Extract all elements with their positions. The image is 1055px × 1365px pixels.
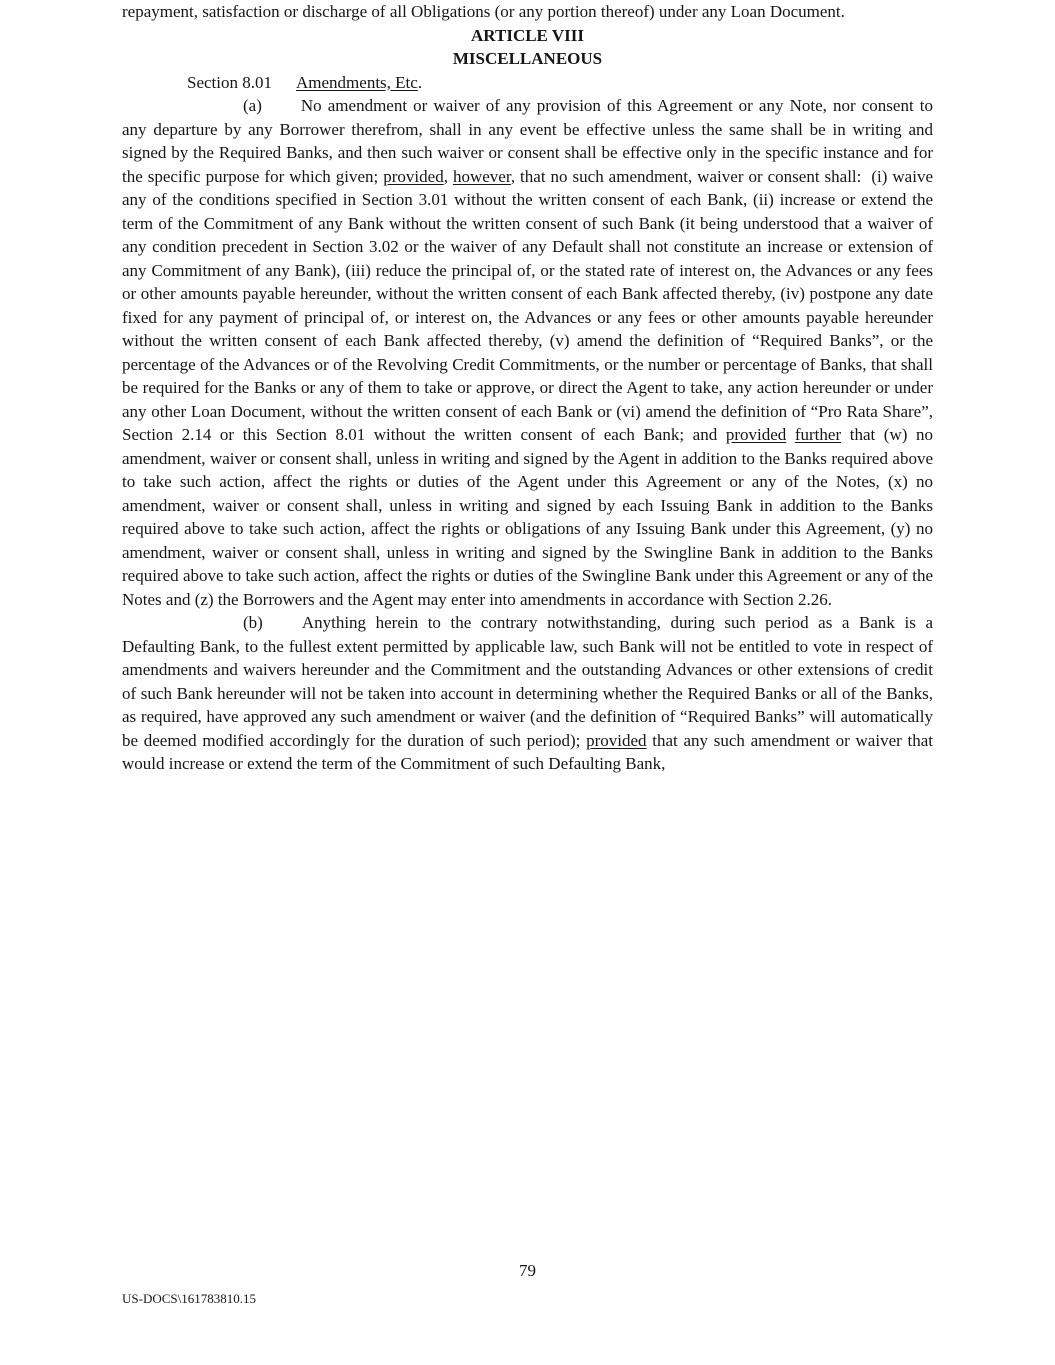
continued-paragraph: repayment, satisfaction or discharge of all Obligations (or any portion thereof) under any Loan Document. <box>122 2 845 21</box>
text-run: (b) <box>243 613 263 632</box>
text-run: No amendment or waiver of any provision of this Agreement or any Note, nor consent to any departure by any Borrower therefrom, shall in any event be effective unless the same shall be in writing and signed by the Required Banks, and then such waiver or consent shall be effective only in the specific instance and for the specific purpose for which given; <box>122 96 933 186</box>
paragraph-a <box>122 94 933 611</box>
paragraph-b <box>122 611 933 776</box>
text-run <box>786 425 795 444</box>
section-title: Amendments, Etc <box>296 72 418 92</box>
text-run: however <box>452 166 511 186</box>
text-run: (a) <box>243 96 262 115</box>
article-heading: ARTICLE VIII <box>471 25 584 45</box>
text-run: , that no such amendment, waiver or consent shall: (i) waive any of the conditions specified in Section 3.01 without the written consent of each Bank, (ii) increase or extend the term of the Commitment of any Bank without the written consent of such Bank (it being understood that a waiver of any condition precedent in Section 3.02 or the waiver of any Default shall not constitute an increase or extension of any Commitment of any Bank), (iii) reduce the principal of, or the stated rate of interest on, the Advances or any fees or other amounts payable hereunder, without the written consent of each Bank affected thereby, (iv) postpone any date fixed for any payment of principal of, or interest on, the Advances or any fees or other amounts payable hereunder without the written consent of each Bank affected thereby, (v) amend the definition of “Required Banks”, or the percentage of the Advances or of the Revolving Credit Commitments, or the number or percentage of Banks, that shall be required for the Banks or any of them to take or approve, or direct the Agent to take, any action hereunder or under any other Loan Document, without the written consent of each Bank or (vi) amend the definition of “Pro Rata Share”, Section 2.14 or this Section 8.01 without the written consent of each Bank; and <box>122 166 933 444</box>
text-run: provided <box>383 166 444 186</box>
section-heading <box>122 71 933 95</box>
text-run: that any such amendment or waiver that would increase or extend the term of the Commitment of such Defaulting Bank, <box>122 730 933 773</box>
text-run: provided <box>586 730 647 750</box>
footer-doc-id: US-DOCS\161783810.15 <box>122 1291 256 1306</box>
text-run: further <box>794 425 842 444</box>
page-number: 79 <box>519 1261 536 1280</box>
text-run: Anything herein to the contrary notwithstanding, during such period as a Bank is a Defaulting Bank, to the fullest extent permitted by applicable law, such Bank will not be entitled to vote in respect of amendments and waivers hereunder and the Commitment and the outstanding Advances or other extensions of credit of such Bank hereunder will not be taken into account in determining whether the Required Banks or all of the Banks, as required, have approved any such amendment or waiver (and the definition of “Required Banks” will automatically be deemed modified accordingly for the duration of such period); <box>122 613 933 750</box>
section-title-period: . <box>417 72 423 92</box>
article-subheading: MISCELLANEOUS <box>452 49 603 68</box>
text-run: provided <box>725 425 787 444</box>
text-run: , <box>443 166 453 186</box>
page-content <box>122 0 933 776</box>
section-number: Section 8.01 <box>187 72 272 92</box>
text-run: that (w) no amendment, waiver or consent shall, unless in writing and signed by the Agent in addition to the Banks required above to take such action, affect the rights or duties of the Agent under this Agreement or any of the Notes, (x) no amendment, waiver or consent shall, unless in writing and signed by each Issuing Bank in addition to the Banks required above to take such action, affect the rights or obligations of any Issuing Bank under this Agreement, (y) no amendment, waiver or consent shall, unless in writing and signed by the Swingline Bank in addition to the Banks required above to take such action, affect the rights or duties of the Swingline Bank under this Agreement or any of the Notes and (z) the Borrowers and the Agent may enter into amendments in accordance with Section 2.26. <box>122 425 934 609</box>
